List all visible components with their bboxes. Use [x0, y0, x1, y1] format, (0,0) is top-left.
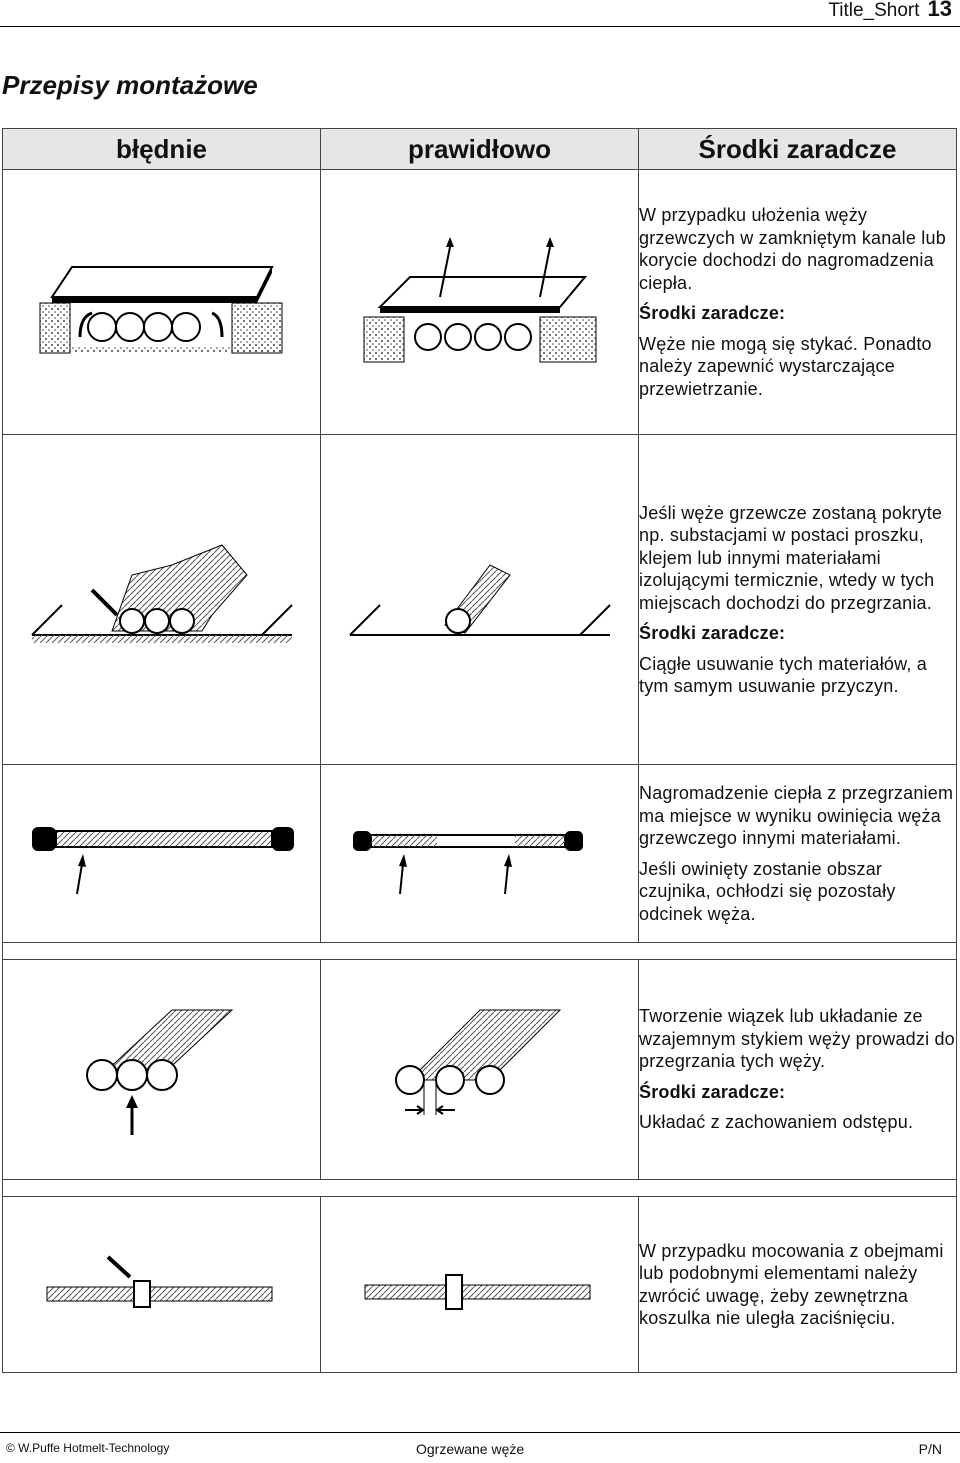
table-row: [3, 960, 957, 1180]
table-header-row: [3, 129, 957, 170]
table-row: [3, 1197, 957, 1373]
wrong-illustration: [3, 1197, 321, 1373]
correct-illustration: [321, 170, 639, 435]
wrapped-hose-correct-illustration: [345, 809, 615, 899]
footer-divider: [0, 1432, 960, 1433]
correct-illustration: [321, 435, 639, 765]
table-row: [3, 765, 957, 943]
wrong-illustration: [3, 765, 321, 943]
remedy-heading: Środki zaradcze:: [639, 623, 786, 643]
remedy-paragraph: Tworzenie wiązek lub układanie ze wzajemnym stykiem węży prowadzi do przegrzania tych węży.: [639, 1006, 955, 1072]
page-header: [828, 0, 952, 22]
wrong-illustration: [3, 435, 321, 765]
page-footer: [0, 1441, 960, 1461]
header-wrong: błędnie: [3, 129, 321, 170]
remedy-heading: Środki zaradcze:: [639, 303, 786, 323]
table-row: [3, 170, 957, 435]
footer-part-number: P/N: [918, 1441, 942, 1457]
remedy-paragraph: Węże nie mogą się stykać. Ponadto należy zapewnić wystarczające przewietrzanie.: [639, 333, 932, 399]
correct-illustration: [321, 960, 639, 1180]
footer-copyright: © W.Puffe Hotmelt-Technology: [6, 1441, 170, 1455]
closed-channel-correct-illustration: [350, 237, 610, 367]
footer-document-title: Ogrzewane węże: [416, 1441, 525, 1457]
remedy-cell: [639, 960, 957, 1180]
remedy-paragraph: Jeśli węże grzewcze zostaną pokryte np. substacjami w postaci proszku, klejem lub innymi materiałami izolującymi termicznie, wtedy w tych miejscach dochodzi do przegrzania.: [639, 502, 943, 613]
wrong-illustration: [3, 960, 321, 1180]
remedy-heading: Środki zaradcze:: [639, 1081, 786, 1102]
clamp-wrong-illustration: [42, 1245, 282, 1325]
remedy-paragraph: Ciągłe usuwanie tych materiałów, a tym samym usuwanie przyczyn.: [639, 653, 927, 696]
remedy-paragraph: Jeśli owinięty zostanie obszar czujnika, ochłodzi się pozostały odcinek węża.: [639, 858, 896, 924]
page-number: 13: [927, 0, 952, 21]
installation-rules-table: [2, 128, 957, 1373]
remedy-paragraph: W przypadku mocowania z obejmami lub podobnymi elementami należy zwrócić uwagę, żeby zewnętrzna koszulka nie uległa zaciśnięciu.: [639, 1240, 944, 1328]
remedy-paragraph: W przypadku ułożenia węży grzewczych w zamkniętym kanale lub korycie dochodzi do nagromadzenia ciepła.: [639, 205, 946, 293]
correct-illustration: [321, 765, 639, 943]
header-title: Title_Short: [828, 0, 920, 21]
header-remedy: Środki zaradcze: [639, 129, 957, 170]
header-correct: prawidłowo: [321, 129, 639, 170]
spaced-hoses-correct-illustration: [380, 1000, 580, 1140]
page-title: Przepisy montażowe: [2, 70, 258, 100]
bundled-hoses-wrong-illustration: [72, 1000, 252, 1140]
correct-illustration: [321, 1197, 639, 1373]
covered-hose-wrong-illustration: [22, 535, 302, 665]
clamp-correct-illustration: [360, 1245, 600, 1325]
remedy-cell: [639, 765, 957, 943]
header-divider: [0, 26, 960, 27]
remedy-cell: [639, 1197, 957, 1373]
wrapped-hose-wrong-illustration: [27, 809, 297, 899]
wrong-illustration: [3, 170, 321, 435]
remedy-cell: [639, 170, 957, 435]
table-row: [3, 435, 957, 765]
closed-channel-wrong-illustration: [32, 247, 292, 357]
remedy-paragraph: Nagromadzenie ciepła z przegrzaniem ma miejsce w wyniku owinięcia węża grzewczego innymi materiałami.: [639, 783, 954, 848]
remedy-cell: [639, 435, 957, 765]
covered-hose-correct-illustration: [340, 535, 620, 665]
remedy-paragraph: Układać z zachowaniem odstępu.: [639, 1112, 914, 1133]
